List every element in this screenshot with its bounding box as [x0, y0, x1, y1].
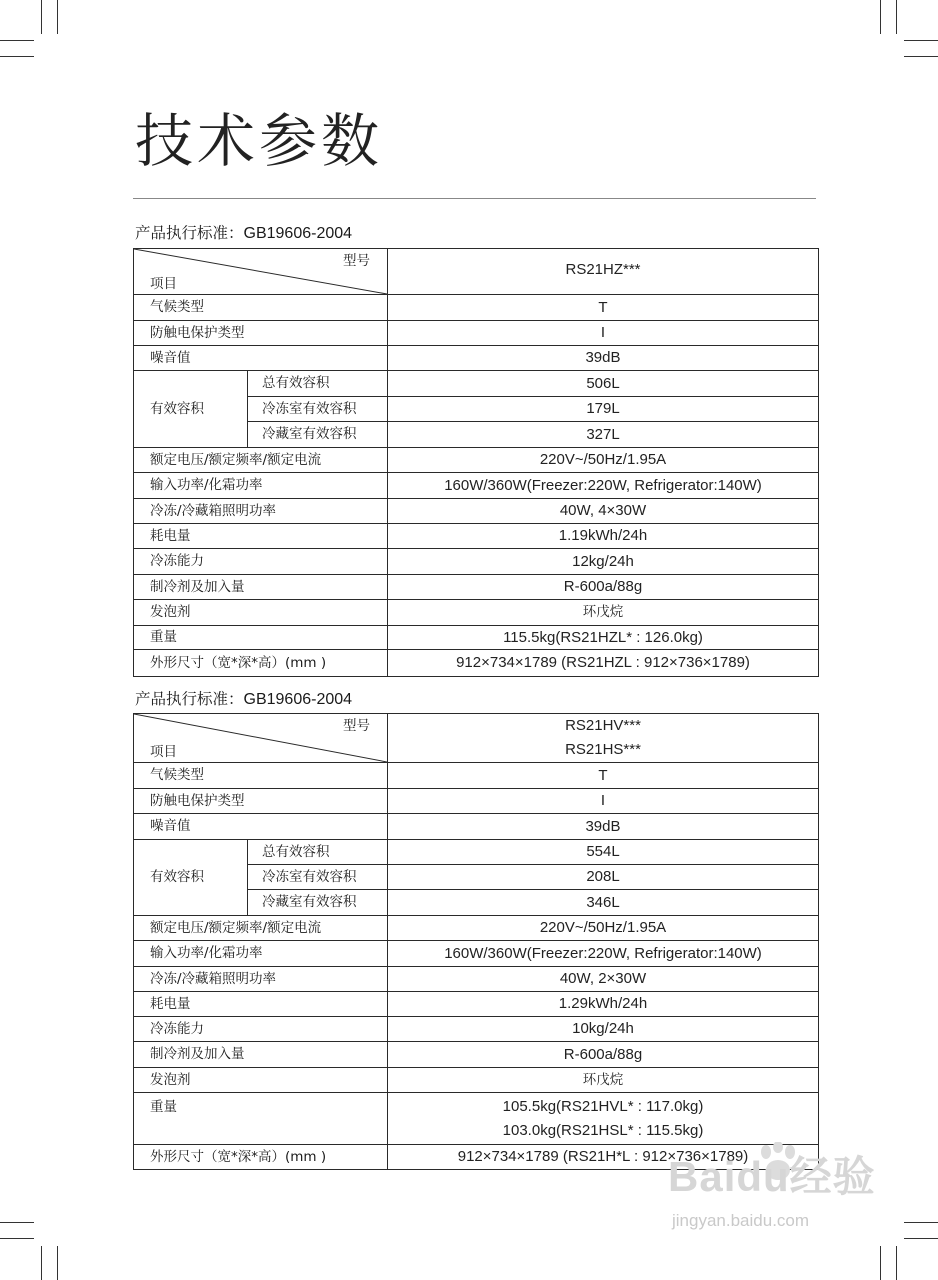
table-row	[134, 814, 819, 840]
row-label: 噪音值	[134, 346, 388, 371]
row-value: I	[388, 321, 819, 346]
model-label: 型号	[343, 253, 370, 269]
page-title: 技术参数	[135, 107, 384, 175]
model-label: 型号	[343, 718, 370, 734]
row-value: 40W, 4×30W	[388, 499, 819, 524]
header-diagonal-cell	[134, 249, 388, 295]
row-value: 105.5kg(RS21HVL* : 117.0kg) 103.0kg(RS21HSL* : 115.5kg)	[388, 1093, 819, 1145]
crop-mark	[57, 0, 58, 34]
standard-code: GB19606-2004	[243, 691, 353, 708]
spec-table	[133, 248, 819, 677]
row-value: 环戊烷	[388, 1068, 819, 1093]
row-value: 115.5kg(RS21HZL* : 126.0kg)	[388, 626, 819, 650]
row-value: 327L	[388, 422, 819, 448]
table-row	[134, 916, 819, 941]
row-value: I	[388, 789, 819, 814]
row-value: 220V~/50Hz/1.95A	[388, 916, 819, 941]
row-label: 耗电量	[134, 992, 388, 1017]
row-value: 39dB	[388, 814, 819, 840]
crop-mark	[41, 1246, 42, 1280]
row-value: R-600a/88g	[388, 1042, 819, 1068]
volume-group-label: 有效容积	[134, 840, 248, 916]
row-label: 总有效容积	[248, 840, 388, 865]
row-value: 346L	[388, 890, 819, 916]
title-divider	[133, 198, 816, 199]
table-row	[134, 1093, 819, 1145]
crop-mark	[57, 1246, 58, 1280]
item-label: 项目	[150, 743, 177, 760]
row-label: 制冷剂及加入量	[134, 575, 388, 600]
crop-mark	[0, 40, 34, 41]
table-row	[134, 473, 819, 499]
row-label: 冷冻室有效容积	[248, 865, 388, 890]
table-row	[134, 1017, 819, 1042]
table-row	[134, 1042, 819, 1068]
row-value: 554L	[388, 840, 819, 865]
row-label: 防触电保护类型	[134, 321, 388, 346]
watermark	[668, 1142, 883, 1242]
row-value: 208L	[388, 865, 819, 890]
row-label: 冷冻/冷藏箱照明功率	[134, 499, 388, 524]
row-label: 气候类型	[134, 295, 388, 321]
table-row	[134, 992, 819, 1017]
table-row	[134, 941, 819, 967]
row-label: 重量	[134, 626, 388, 650]
row-label: 外形尺寸（宽*深*高）(mm )	[134, 1145, 388, 1170]
crop-mark	[904, 40, 938, 41]
row-label: 冷冻室有效容积	[248, 397, 388, 422]
table-row	[134, 1068, 819, 1093]
row-label: 额定电压/额定频率/额定电流	[134, 448, 388, 473]
model-value: RS21HZ***	[388, 249, 819, 295]
table-row	[134, 763, 819, 789]
row-value: T	[388, 295, 819, 321]
row-value: 160W/360W(Freezer:220W, Refrigerator:140W)	[388, 941, 819, 967]
row-label: 发泡剂	[134, 600, 388, 626]
watermark-logo: Baidu经验	[668, 1153, 876, 1200]
row-value: 39dB	[388, 346, 819, 371]
crop-mark	[0, 1238, 34, 1239]
row-value: 1.19kWh/24h	[388, 524, 819, 549]
item-label: 项目	[150, 275, 177, 292]
row-value: 40W, 2×30W	[388, 967, 819, 992]
model-value: RS21HV*** RS21HS***	[388, 714, 819, 763]
table-row	[134, 575, 819, 600]
watermark-url: jingyan.baidu.com	[672, 1211, 810, 1230]
row-value: 1.29kWh/24h	[388, 992, 819, 1017]
crop-mark	[896, 0, 897, 34]
row-label: 总有效容积	[248, 371, 388, 397]
row-value: 912×734×1789 (RS21H*L : 912×736×1789)	[388, 1145, 819, 1170]
table-header-row	[134, 249, 819, 295]
crop-mark	[896, 1246, 897, 1280]
standard-label	[135, 226, 352, 242]
row-label: 防触电保护类型	[134, 789, 388, 814]
row-value: 160W/360W(Freezer:220W, Refrigerator:140W)	[388, 473, 819, 499]
table-row	[134, 499, 819, 524]
crop-mark	[0, 56, 34, 57]
crop-mark	[0, 1222, 34, 1223]
row-label: 冷冻能力	[134, 549, 388, 575]
row-label: 制冷剂及加入量	[134, 1042, 388, 1068]
row-label: 冷冻/冷藏箱照明功率	[134, 967, 388, 992]
table-row	[134, 650, 819, 677]
crop-mark	[880, 1246, 881, 1280]
header-diagonal-cell	[134, 714, 388, 763]
table-row	[134, 321, 819, 346]
row-label: 冷藏室有效容积	[248, 422, 388, 448]
row-label: 重量	[134, 1093, 388, 1145]
table-row	[134, 626, 819, 650]
row-value: 912×734×1789 (RS21HZL : 912×736×1789)	[388, 650, 819, 677]
row-value: 179L	[388, 397, 819, 422]
row-label: 发泡剂	[134, 1068, 388, 1093]
crop-mark	[904, 56, 938, 57]
table-row	[134, 346, 819, 371]
table-row	[134, 967, 819, 992]
row-value: 220V~/50Hz/1.95A	[388, 448, 819, 473]
crop-mark	[904, 1238, 938, 1239]
row-value: 环戊烷	[388, 600, 819, 626]
crop-mark	[880, 0, 881, 34]
table-row	[134, 840, 819, 865]
row-label: 冷藏室有效容积	[248, 890, 388, 916]
row-value: R-600a/88g	[388, 575, 819, 600]
row-value: 10kg/24h	[388, 1017, 819, 1042]
row-label: 输入功率/化霜功率	[134, 941, 388, 967]
row-value: 506L	[388, 371, 819, 397]
row-label: 耗电量	[134, 524, 388, 549]
table-row	[134, 789, 819, 814]
crop-mark	[904, 1222, 938, 1223]
row-value: 12kg/24h	[388, 549, 819, 575]
row-value: T	[388, 763, 819, 789]
row-label: 气候类型	[134, 763, 388, 789]
crop-mark	[41, 0, 42, 34]
row-label: 外形尺寸（宽*深*高）(mm )	[134, 650, 388, 677]
standard-label	[135, 692, 352, 708]
standard-label-text: 产品执行标准：	[135, 224, 244, 242]
table-row	[134, 295, 819, 321]
table-row	[134, 448, 819, 473]
row-label: 冷冻能力	[134, 1017, 388, 1042]
row-label: 噪音值	[134, 814, 388, 840]
spec-table	[133, 713, 819, 1170]
volume-group-label: 有效容积	[134, 371, 248, 448]
row-label: 额定电压/额定频率/额定电流	[134, 916, 388, 941]
row-label: 输入功率/化霜功率	[134, 473, 388, 499]
standard-code: GB19606-2004	[243, 225, 353, 242]
table-header-row	[134, 714, 819, 763]
table-row	[134, 549, 819, 575]
table-row	[134, 371, 819, 397]
table-row	[134, 524, 819, 549]
table-row	[134, 600, 819, 626]
standard-label-text: 产品执行标准：	[135, 690, 244, 708]
